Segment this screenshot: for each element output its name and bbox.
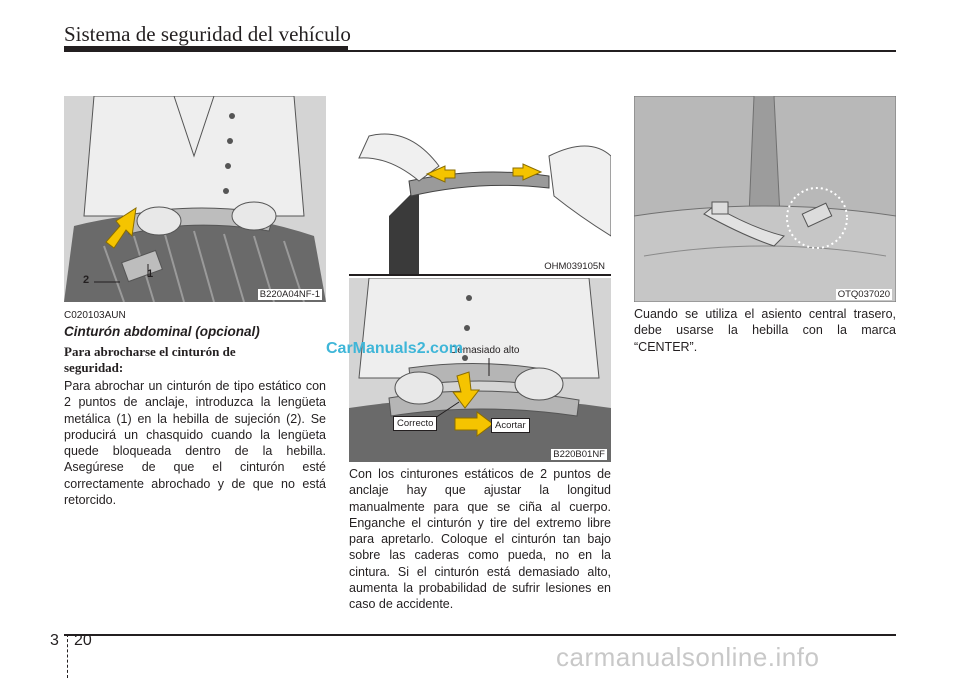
column2-body: Con los cinturones estáticos de 2 puntos de anclaje hay que ajustar la longitud manualmente para que se ciña al cuerpo. Enganche el cinturón y tire del extremo libre para apretarlo. Coloque el cinturón tan bajo sobre las caderas como pueda, no en la cintura. Si el cinturón está demasiado alto, aumenta la probabilidad de sufrir lesiones en caso de accidente.	[349, 467, 611, 612]
figure-belt-position	[349, 278, 611, 462]
figure1-code: B220A04NF-1	[259, 289, 320, 300]
section-code: C020103AUN	[64, 310, 126, 321]
section-subheading: Para abrocharse el cinturón de seguridad:	[64, 344, 236, 375]
footer-rule	[64, 634, 896, 636]
column3-body: Cuando se utiliza el asiento central trasero, debe usarse la hebilla con la marca “CENTER”.	[634, 307, 896, 354]
footer-divider	[67, 634, 68, 678]
figure-belt-position-illustration	[349, 278, 611, 462]
footer-section-number: 3	[50, 632, 59, 649]
figure-center-seat-illustration	[634, 96, 896, 302]
figure1-label-1: 1	[147, 268, 154, 280]
footer-page-number: 20	[74, 632, 92, 649]
header-rule	[348, 50, 896, 52]
figure2-code: OHM039105N	[544, 261, 605, 272]
figure-lap-belt-fasten	[64, 96, 326, 302]
figure-belt-adjust	[349, 96, 611, 276]
watermark-text: CarManuals2.com	[326, 340, 463, 357]
figure3-label-too-high: Demasiado alto	[450, 345, 520, 356]
footer-site-watermark: carmanualsonline.info	[556, 642, 820, 672]
header-bar	[64, 46, 348, 52]
figure3-label-shorten: Acortar	[491, 418, 530, 433]
figure3-code: B220B01NF	[553, 449, 605, 460]
column1-body: Para abrochar un cinturón de tipo estático con 2 puntos de anclaje, introduzca la lengüeta metálica (1) en la hebilla de sujeción (2). Se producirá un chasquido cuando la lengüeta quede bloqueada dentro de la hebilla. Asegúrese de que el cinturón esté correctamente abrochado y de que no está retorcido.	[64, 379, 326, 508]
figure1-label-2: 2	[83, 274, 90, 286]
figure-belt-adjust-illustration	[349, 96, 611, 276]
figure-center-seat	[634, 96, 896, 302]
figure-lap-belt-illustration	[64, 96, 326, 302]
figure4-code: OTQ037020	[837, 289, 890, 300]
page-header-title: Sistema de seguridad del vehículo	[64, 22, 351, 46]
figure3-label-correct: Correcto	[393, 416, 437, 431]
section-heading: Cinturón abdominal (opcional)	[64, 324, 260, 339]
